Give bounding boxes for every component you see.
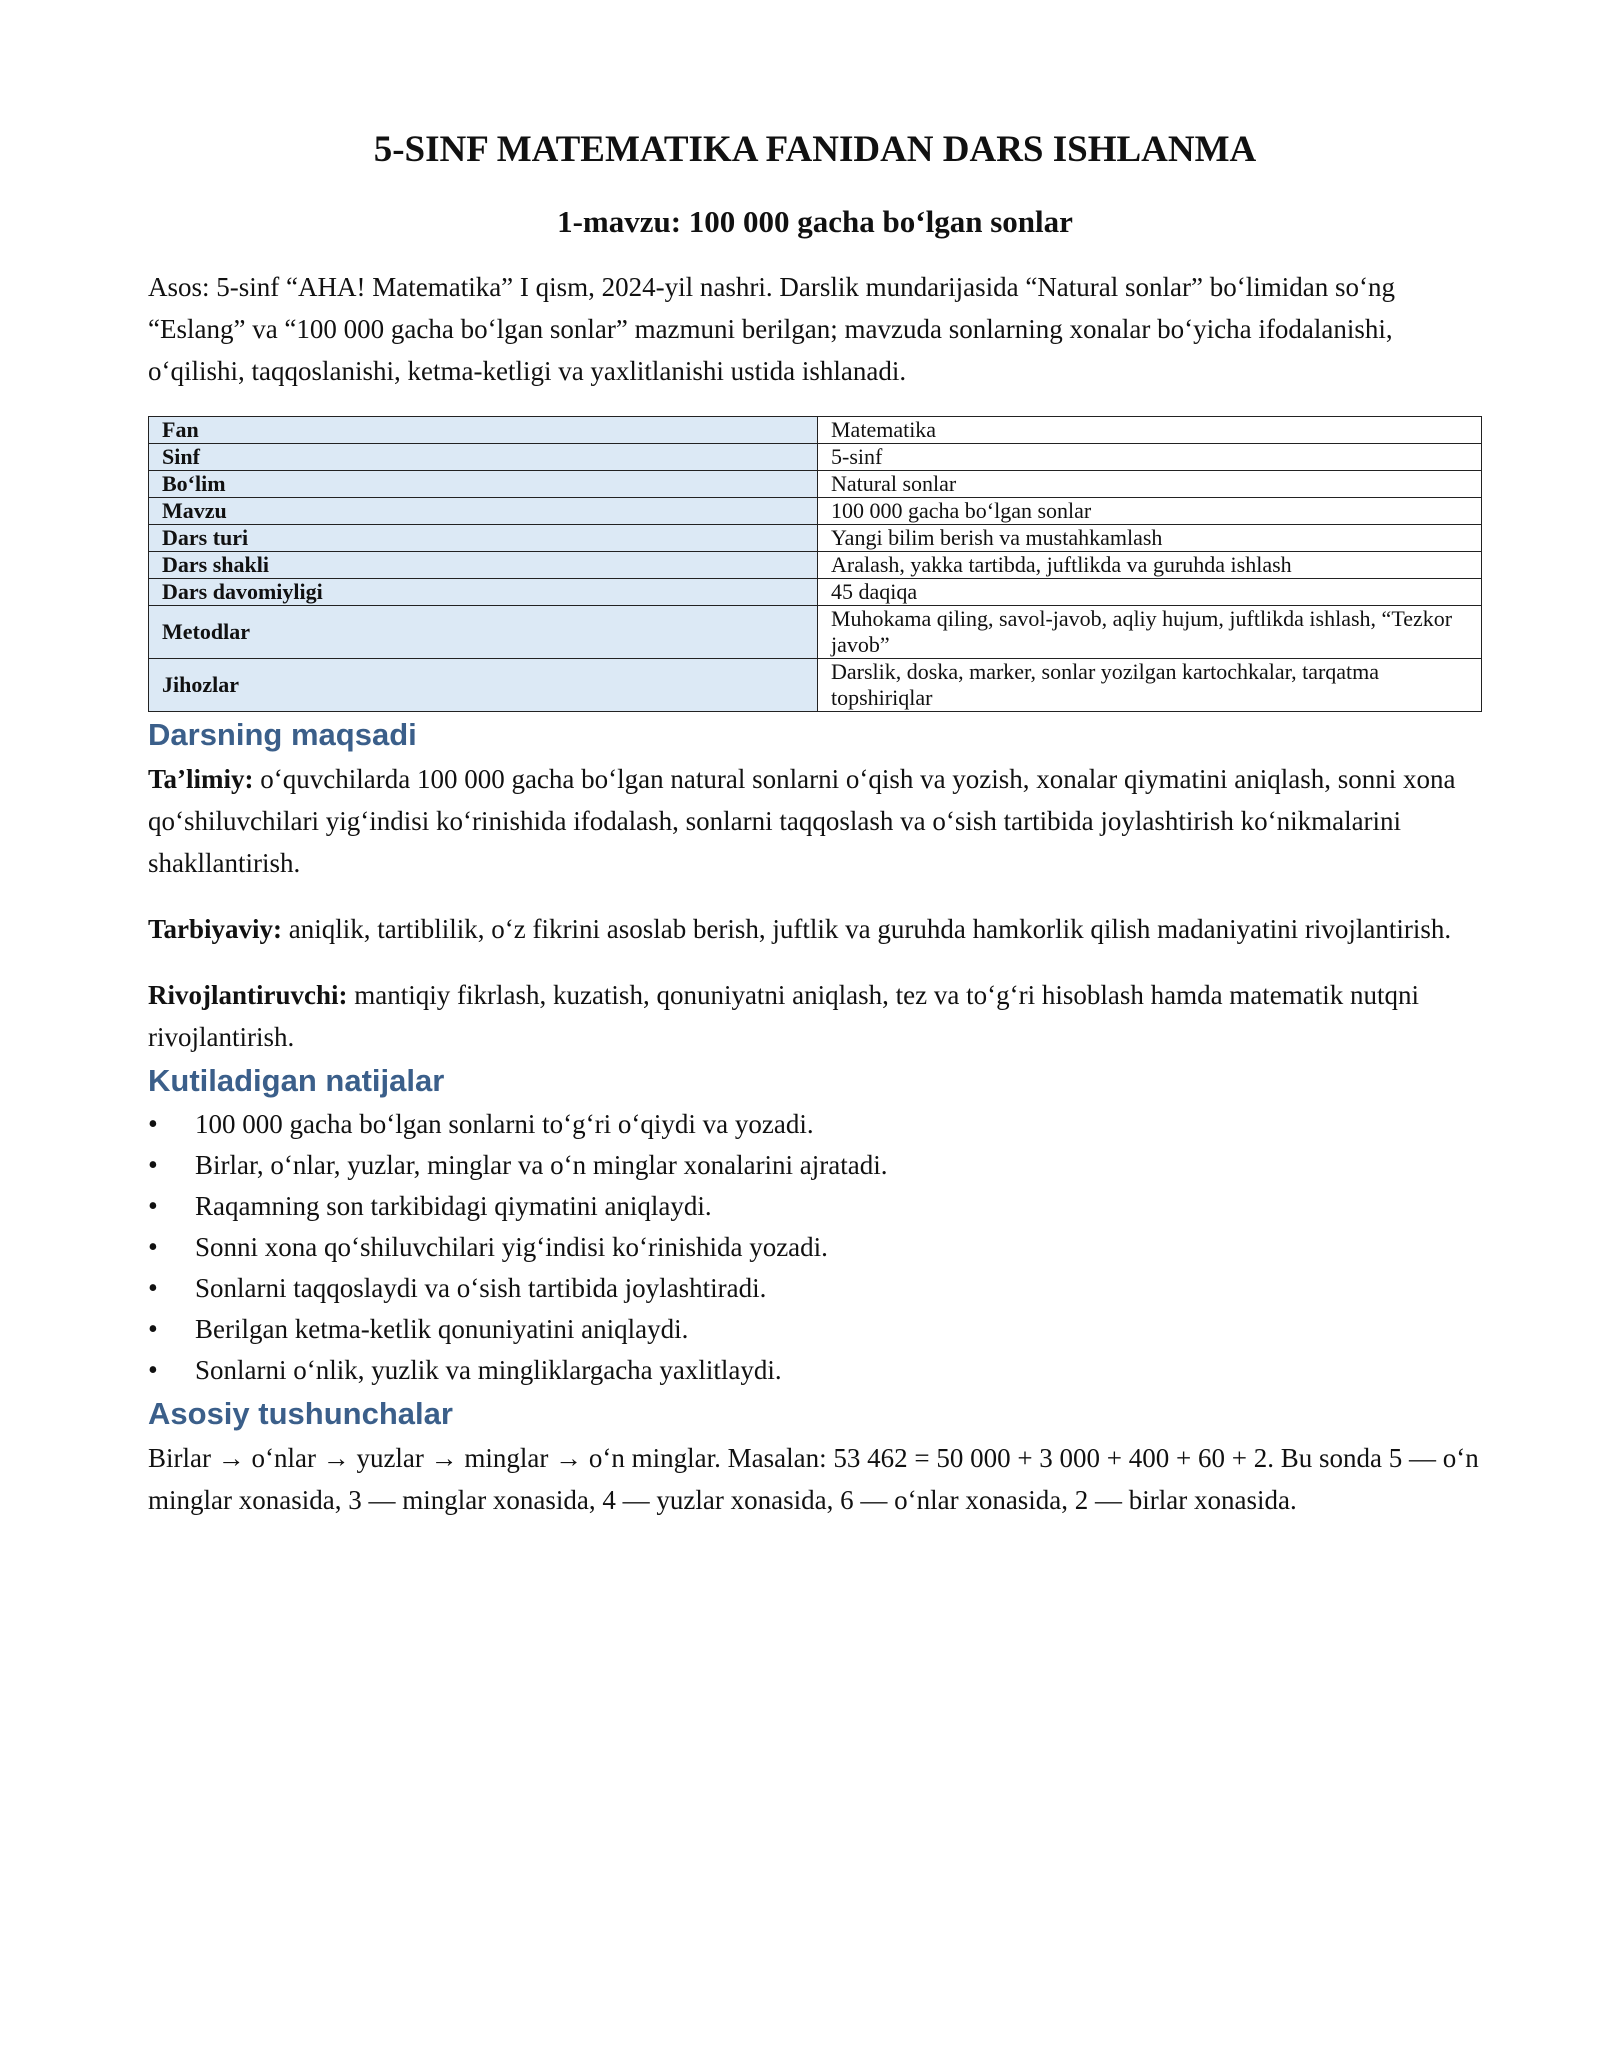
goals-heading: Darsning maqsadi — [148, 717, 417, 752]
goal-label: Rivojlantiruvchi: — [148, 980, 348, 1010]
bullet-icon: • — [148, 1273, 158, 1304]
table-value-cell: 100 000 gacha bo‘lgan sonlar — [818, 498, 1482, 525]
table-row — [149, 525, 1482, 552]
list-item — [148, 1227, 1482, 1268]
table-key-cell: Fan — [149, 417, 818, 444]
list-item — [148, 1145, 1482, 1186]
list-item-text: Sonni xona qo‘shiluvchilari yig‘indisi ko‘rinishida yozadi. — [195, 1232, 828, 1262]
list-item — [148, 1309, 1482, 1350]
table-row — [149, 417, 1482, 444]
list-item-text: Berilgan ketma-ketlik qonuniyatini aniqlaydi. — [195, 1314, 689, 1344]
table-key-cell: Jihozlar — [149, 659, 818, 712]
goal-text: mantiqiy fikrlash, kuzatish, qonuniyatni aniqlash, tez va to‘g‘ri hisoblash hamda matematik nutqni rivojlantirish. — [148, 980, 1420, 1052]
table-value-cell: Matematika — [818, 417, 1482, 444]
table-key-cell: Bo‘lim — [149, 471, 818, 498]
table-value-cell: Muhokama qiling, savol-javob, aqliy hujum, juftlikda ishlash, “Tezkor javob” — [818, 606, 1482, 659]
goal-educational — [148, 758, 1482, 884]
list-item — [148, 1104, 1482, 1145]
table-value-cell: Aralash, yakka tartibda, juftlikda va guruhda ishlash — [818, 552, 1482, 579]
table-row — [149, 444, 1482, 471]
table-row — [149, 552, 1482, 579]
list-item-text: 100 000 gacha bo‘lgan sonlarni to‘g‘ri o‘qiydi va yozadi. — [195, 1109, 814, 1139]
list-item-text: Sonlarni taqqoslaydi va o‘sish tartibida joylashtiradi. — [195, 1273, 767, 1303]
list-item — [148, 1268, 1482, 1309]
concepts-heading: Asosiy tushunchalar — [148, 1396, 453, 1431]
table-key-cell: Mavzu — [149, 498, 818, 525]
bullet-icon: • — [148, 1109, 158, 1140]
document-page — [148, 120, 1482, 1521]
table-key-cell: Dars turi — [149, 525, 818, 552]
lesson-info-table — [148, 416, 1482, 712]
table-key-cell: Sinf — [149, 444, 818, 471]
table-row — [149, 579, 1482, 606]
table-value-cell: Natural sonlar — [818, 471, 1482, 498]
list-item-text: Birlar, o‘nlar, yuzlar, minglar va o‘n minglar xonalarini ajratadi. — [195, 1150, 888, 1180]
bullet-icon: • — [148, 1232, 158, 1263]
goal-upbringing — [148, 908, 1482, 950]
bullet-icon: • — [148, 1314, 158, 1345]
table-key-cell: Metodlar — [149, 606, 818, 659]
table-key-cell: Dars shakli — [149, 552, 818, 579]
results-list — [148, 1104, 1482, 1391]
list-item — [148, 1350, 1482, 1391]
table-row — [149, 498, 1482, 525]
bullet-icon: • — [148, 1150, 158, 1181]
table-value-cell: 45 daqiqa — [818, 579, 1482, 606]
document-title: 5-SINF MATEMATIKA FANIDAN DARS ISHLANMA — [373, 129, 1257, 170]
table-value-cell: Darslik, doska, marker, sonlar yozilgan kartochkalar, tarqatma topshiriqlar — [818, 659, 1482, 712]
bullet-icon: • — [148, 1191, 158, 1222]
list-item-text: Raqamning son tarkibidagi qiymatini aniqlaydi. — [195, 1191, 712, 1221]
goal-developmental — [148, 974, 1482, 1058]
list-item — [148, 1186, 1482, 1227]
table-key-cell: Dars davomiyligi — [149, 579, 818, 606]
table-row — [149, 659, 1482, 712]
concepts-paragraph: Birlar → o‘nlar → yuzlar → minglar → o‘n minglar. Masalan: 53 462 = 50 000 + 3 000 + 400 + 60 + 2. Bu sonda 5 — o‘n minglar xonasida, 3 — minglar xonasida, 4 — yuzlar xonasida, 6 — o‘nlar xonasida, 2 — birlar xonasida. — [148, 1443, 1479, 1515]
goal-label: Ta’limiy: — [148, 764, 254, 794]
goal-label: Tarbiyaviy: — [148, 914, 283, 944]
goal-text: aniqlik, tartiblilik, o‘z fikrini asoslab berish, juftlik va guruhda hamkorlik qilish madaniyatini rivojlantirish. — [282, 914, 1452, 944]
table-row — [149, 471, 1482, 498]
results-heading: Kutiladigan natijalar — [148, 1063, 445, 1098]
table-row — [149, 606, 1482, 659]
bullet-icon: • — [148, 1355, 158, 1386]
intro-paragraph: Asos: 5-sinf “AHA! Matematika” I qism, 2024-yil nashri. Darslik mundarijasida “Natural sonlar” bo‘limidan so‘ng “Eslang” va “100 000 gacha bo‘lgan sonlar” mazmuni berilgan; mavzuda sonlarning xonalar bo‘yicha ifodalanishi, o‘qilishi, taqqoslanishi, ketma-ketligi va yaxlitlanishi ustida ishlanadi. — [148, 272, 1395, 386]
table-value-cell: 5-sinf — [818, 444, 1482, 471]
list-item-text: Sonlarni o‘nlik, yuzlik va mingliklargacha yaxlitlaydi. — [195, 1355, 782, 1385]
lesson-subtitle: 1-mavzu: 100 000 gacha bo‘lgan sonlar — [557, 204, 1073, 239]
table-value-cell: Yangi bilim berish va mustahkamlash — [818, 525, 1482, 552]
goal-text: o‘quvchilarda 100 000 gacha bo‘lgan natural sonlarni o‘qish va yozish, xonalar qiymatini aniqlash, sonni xona qo‘shiluvchilari yig‘indisi ko‘rinishida ifodalash, sonlarni taqqoslash va o‘sish tartibida joylashtirish ko‘nikmalarini shakllantirish. — [148, 764, 1456, 878]
